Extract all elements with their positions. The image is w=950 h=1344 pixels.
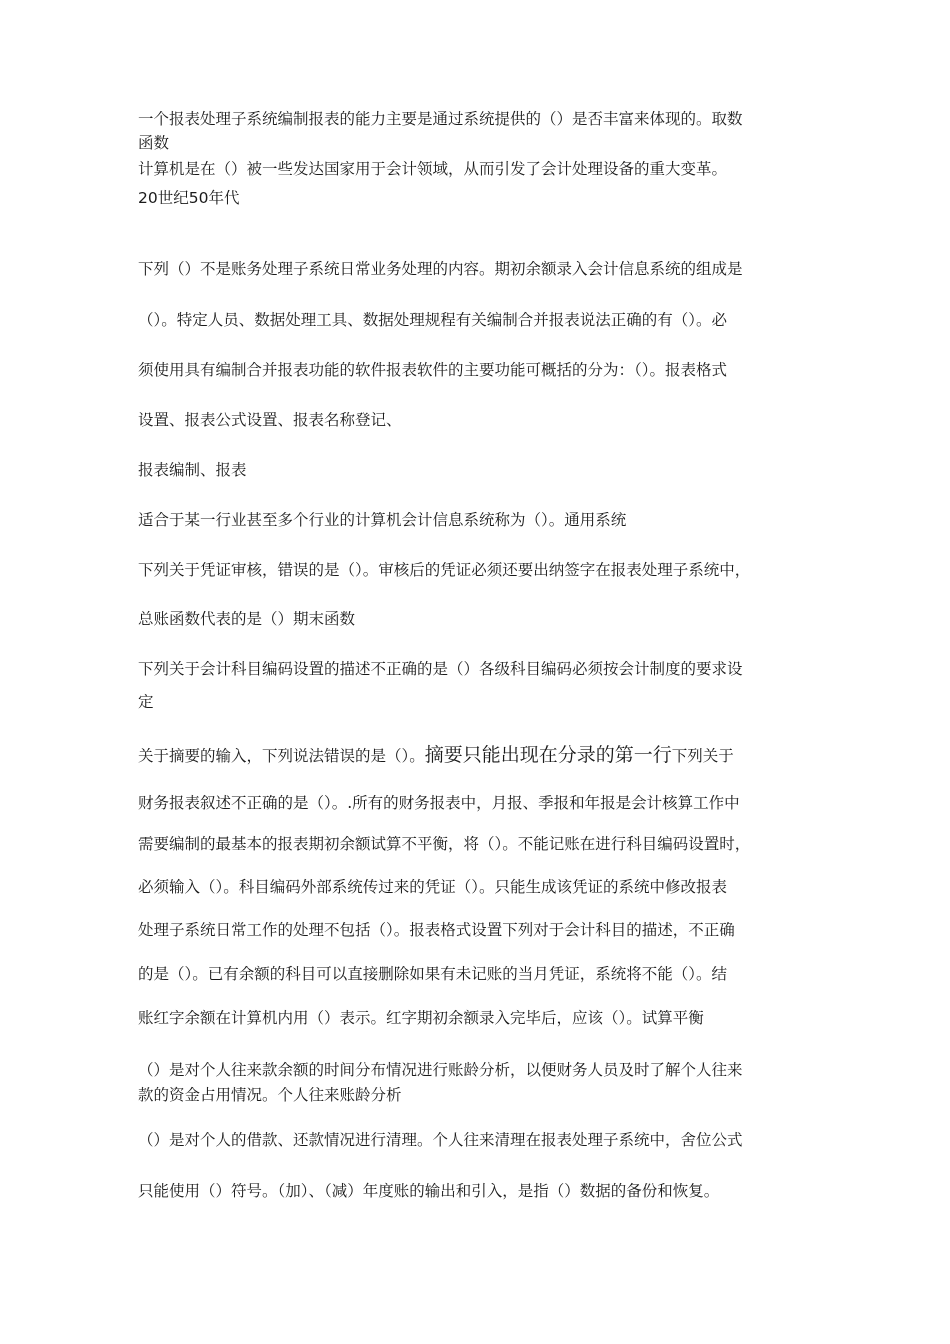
text-line-12: 总账函数代表的是（）期末函数 [138, 610, 356, 628]
text-line-7: 须使用具有编制合并报表功能的软件报表软件的主要功能可概括的分为：（）。报表格式 [138, 361, 728, 379]
text-line-14: 定 [138, 693, 154, 711]
text-line-9: 报表编制、报表 [138, 461, 247, 479]
text-line-1: 一个报表处理子系统编制报表的能力主要是通过系统提供的（）是否丰富来体现的。取数 [138, 110, 743, 128]
text-line-15 [138, 744, 734, 767]
text-line-8: 设置、报表公式设置、报表名称登记、 [138, 411, 402, 429]
text-segment: 下列关于 [671, 747, 734, 765]
text-line-22: （）是对个人往来款余额的时间分布情况进行账龄分析，以便财务人员及时了解个人往来 [138, 1061, 743, 1079]
text-line-4: 20世纪50年代 [138, 189, 240, 207]
text-line-13: 下列关于会计科目编码设置的描述不正确的是（）各级科目编码必须按会计制度的要求设 [138, 660, 743, 678]
text-line-17: 需要编制的最基本的报表期初余额试算不平衡，将（）。不能记账在进行科目编码设置时， [138, 835, 751, 853]
text-line-3: 计算机是在（）被一些发达国家用于会计领域，从而引发了会计处理设备的重大变革。 [138, 160, 728, 178]
text-line-2: 函数 [138, 134, 170, 152]
text-line-18: 必须输入（）。科目编码外部系统传过来的凭证（）。只能生成该凭证的系统中修改报表 [138, 878, 728, 896]
text-line-23: 款的资金占用情况。个人往来账龄分析 [138, 1086, 402, 1104]
text-line-20: 的是（）。已有余额的科目可以直接删除如果有未记账的当月凭证，系统将不能（）。结 [138, 965, 728, 983]
text-line-11: 下列关于凭证审核，错误的是（）。审核后的凭证必须还要出纳签字在报表处理子系统中， [138, 561, 751, 579]
text-line-5: 下列（）不是账务处理子系统日常业务处理的内容。期初余额录入会计信息系统的组成是 [138, 260, 743, 278]
text-segment: 关于摘要的输入，下列说法错误的是（）。 [138, 747, 425, 765]
text-line-21: 账红字余额在计算机内用（）表示。红字期初余额录入完毕后，应该（）。试算平衡 [138, 1009, 704, 1027]
text-line-10: 适合于某一行业甚至多个行业的计算机会计信息系统称为（）。通用系统 [138, 511, 627, 529]
text-line-25: 只能使用（）符号。（加）、（减）年度账的输出和引入，是指（）数据的备份和恢复。 [138, 1182, 720, 1200]
text-line-6: （）。特定人员、数据处理工具、数据处理规程有关编制合并报表说法正确的有（）。必 [138, 311, 728, 329]
text-line-19: 处理子系统日常工作的处理不包括（）。报表格式设置下列对于会计科目的描述，不正确 [138, 921, 735, 939]
text-line-16: 财务报表叙述不正确的是（）。.所有的财务报表中，月报、季报和年报是会计核算工作中 [138, 794, 740, 812]
text-line-24: （）是对个人的借款、还款情况进行清理。个人往来清理在报表处理子系统中，舍位公式 [138, 1131, 743, 1149]
emphasized-text-segment: 摘要只能出现在分录的第一行 [424, 744, 672, 766]
